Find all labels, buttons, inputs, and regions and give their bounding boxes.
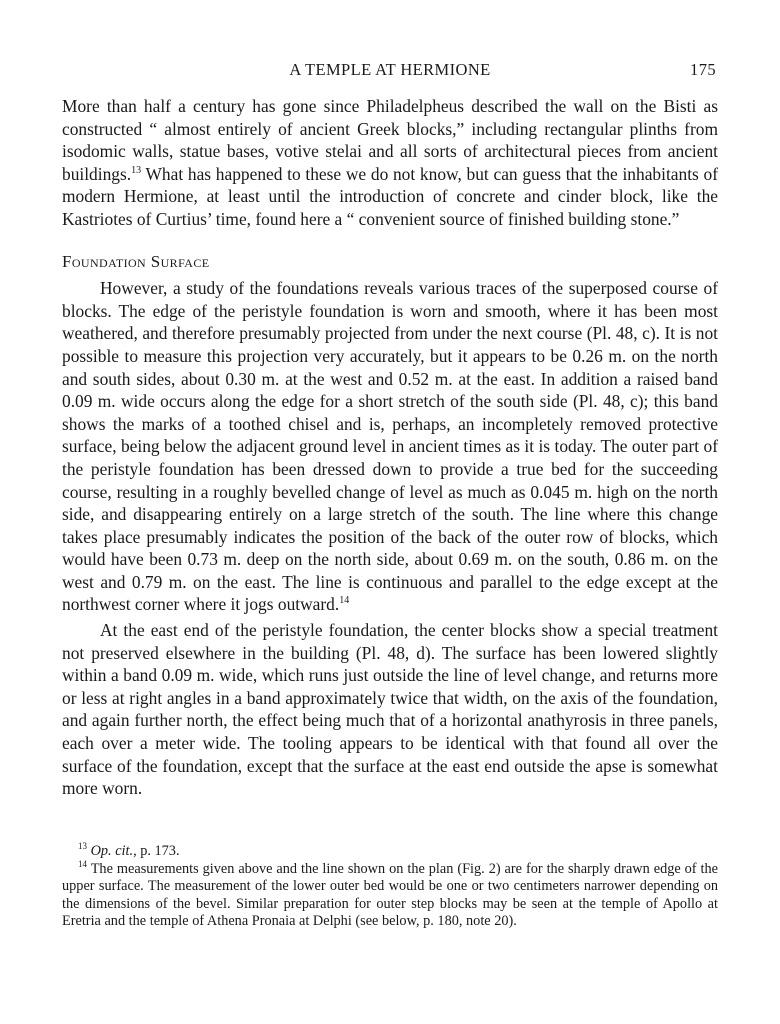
paragraph-text-continued: What has happened to these we do not know, but can guess that the inhabitants of modern Hermione, at least until the introduction of concrete and cinder block, like the Kastriotes of Curtius’ time, found here a “ convenient source of finished building stone.” — [62, 163, 718, 229]
footnote-text: p. 173. — [136, 843, 180, 859]
body-text — [62, 95, 718, 800]
footnote — [62, 861, 718, 930]
running-head — [62, 60, 718, 82]
paragraph-text: At the east end of the peristyle foundation, the center blocks show a special treatment not preserved elsewhere in the building (Pl. 48, d). The surface has been lowered slightly within a band 0.09 m. wide, which runs just outside the line of level change, and returns more or less at right angles in a band approximately twice that width, on the axis of the foundation, and again further north, the effect being much that of a horizontal anathyrosis in three panels, each over a meter wide. The tooling appears to be identical with that found all over the surface of the foundation, except that the surface at the east end outside the apse is somewhat more worn. — [62, 620, 718, 799]
paragraph — [62, 277, 718, 616]
footnotes — [62, 843, 718, 930]
footnote-number: 14 — [78, 859, 87, 870]
footnote-text: The measurements given above and the line shown on the plan (Fig. 2) are for the sharply drawn edge of the upper surface. The measurement of the lower outer bed would be one or two centimeters narrower depending on the dimensions of the bevel. Similar preparation for outer step blocks may be seen at the temple of Apollo at Eretria and the temple of Athena Pronaia at Delphi (see below, p. 180, note 20). — [62, 861, 718, 929]
paragraph-text: However, a study of the foundations reveals various traces of the superposed course of blocks. The edge of the peristyle foundation is worn and smooth, where it has been most weathered, and therefore presumably projected from under the next course (Pl. 48, c). It is not possible to measure this projection very accurately, but it appears to be 0.26 m. on the north and south sides, about 0.30 m. at the west and 0.52 m. at the east. In addition a raised band 0.09 m. wide occurs along the edge for a short stretch of the south side (Pl. 48, c); this band shows the marks of a toothed chisel and is, perhaps, an incompletely removed protective surface, being below the adjacent ground level in ancient times as it is today. The outer part of the peristyle foundation has been dressed down to provide a true bed for the succeeding course, resulting in a roughly bevelled change of level as much as 0.045 m. high on the north side, and disappearing entirely on a large stretch of the south. The line where this change takes place presumably indicates the position of the back of the outer row of blocks, which would have been 0.73 m. deep on the north side, about 0.69 m. on the south, 0.86 m. on the west and 0.79 m. on the east. The line is continuous and parallel to the edge except at the northwest corner where it jogs outward. — [62, 278, 718, 615]
footnote-citation: Op. cit., — [90, 843, 137, 859]
section-heading: Foundation Surface — [62, 251, 210, 271]
footnote — [62, 843, 718, 860]
paragraph — [62, 619, 718, 800]
footnote-reference: 14 — [339, 595, 350, 607]
footnote-reference: 13 — [131, 164, 142, 176]
page-number: 175 — [690, 60, 716, 79]
paragraph — [62, 95, 718, 231]
footnote-number: 13 — [78, 841, 87, 852]
paragraph-text: More than half a century has gone since Philadelpheus described the wall on the Bisti as constructed “ almost entirely of ancient Greek blocks,” including rectangular plinths from isodomic walls, statue bases, votive stelai and all sorts of architectural pieces from ancient buildings. — [62, 96, 718, 184]
book-page — [62, 0, 718, 1024]
running-title: A TEMPLE AT HERMIONE — [289, 60, 491, 79]
